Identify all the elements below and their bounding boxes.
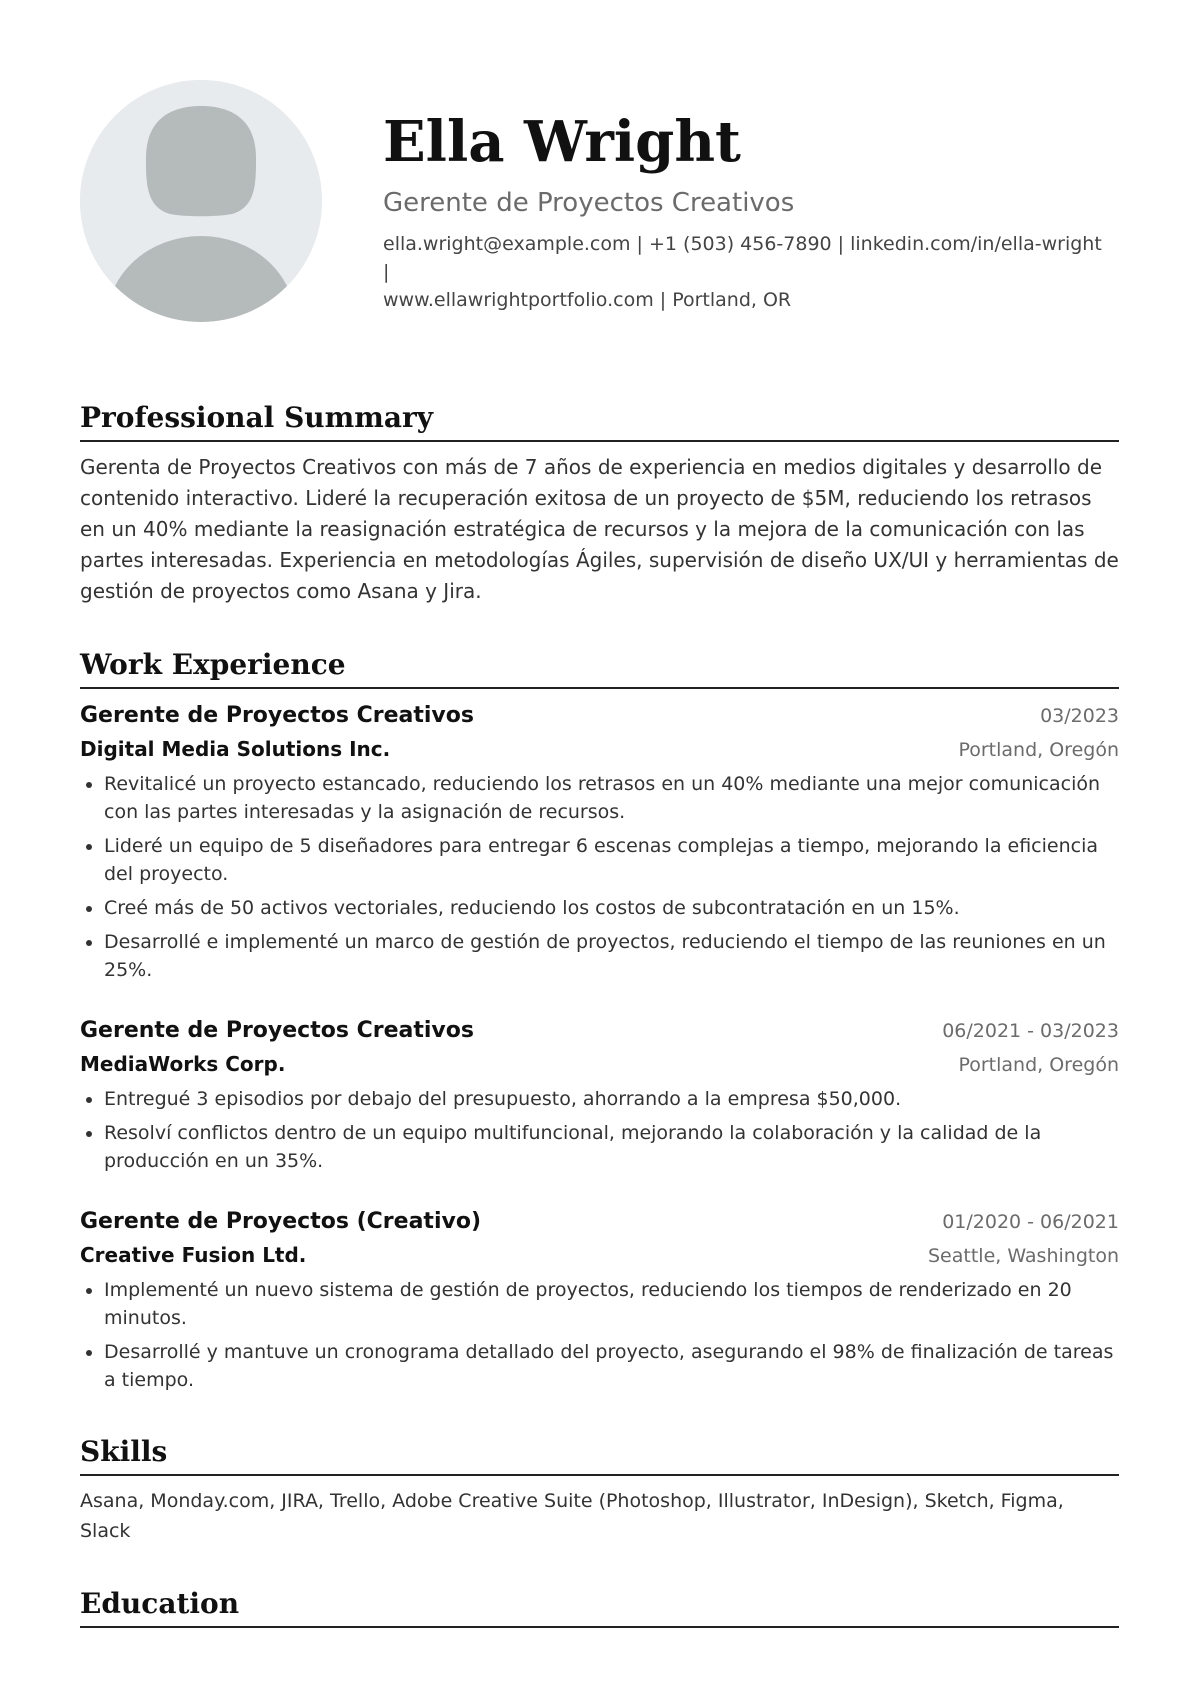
bullet-icon [86,906,92,912]
job-entry [80,1014,1119,1175]
bullet-text: Revitalicé un proyecto estancado, reduciendo los retrasos en un 40% mediante una mejor comunicación con las partes interesadas y la asignación de recursos. [104,773,1101,823]
job-company: Creative Fusion Ltd. [80,1243,307,1267]
bullet-icon [86,1288,92,1294]
section-heading-education: Education [80,1584,1119,1628]
bullet-item [80,1338,1119,1394]
bullet-item [80,770,1119,826]
job-bullets [80,1085,1119,1175]
bullet-icon [86,940,92,946]
bullet-text: Entregué 3 episodios por debajo del presupuesto, ahorrando a la empresa $50,000. [104,1088,902,1110]
bullet-item [80,1085,1119,1113]
contact-line-2: www.ellawrightportfolio.com | Portland, OR [383,289,792,311]
skills-section [80,1432,1119,1546]
bullet-text: Desarrollé y mantuve un cronograma detallado del proyecto, asegurando el 98% de finalización de tareas a tiempo. [104,1341,1114,1391]
resume-body [80,398,1119,1666]
bullet-icon [86,1350,92,1356]
bullet-item [80,1276,1119,1332]
bullet-text: Lideré un equipo de 5 diseñadores para entregar 6 escenas complejas a tiempo, mejorando la eficiencia del proyecto. [104,835,1098,885]
summary-section [80,398,1119,607]
bullet-text: Implementé un nuevo sistema de gestión de proyectos, reduciendo los tiempos de renderizado en 20 minutos. [104,1279,1072,1329]
resume-header [383,108,1113,314]
job-date: 03/2023 [1040,705,1119,727]
job-date: 01/2020 - 06/2021 [942,1211,1119,1233]
bullet-item [80,832,1119,888]
job-title: Gerente de Proyectos (Creativo) [80,1209,481,1234]
section-heading-skills: Skills [80,1432,1119,1476]
job-location: Seattle, Washington [928,1245,1119,1267]
job-bullets [80,1276,1119,1394]
bullet-item [80,928,1119,984]
person-placeholder-icon [80,80,322,322]
experience-section [80,645,1119,1394]
contact-info [383,230,1113,314]
job-entry [80,699,1119,984]
summary-text: Gerenta de Proyectos Creativos con más de 7 años de experiencia en medios digitales y desarrollo de contenido interactivo. Lideré la recuperación exitosa de un proyecto de $5M, reduciendo los retrasos en un 40% mediante la reasignación estratégica de recursos y la mejora de la comunicación con las partes interesadas. Experiencia en metodologías Ágiles, supervisión de diseño UX/UI y herramientas de gestión de proyectos como Asana y Jira. [80,455,1119,603]
bullet-text: Creé más de 50 activos vectoriales, reduciendo los costos de subcontratación en un 15%. [104,897,960,919]
job-entry [80,1205,1119,1394]
candidate-name: Ella Wright [383,109,741,175]
job-date: 06/2021 - 03/2023 [942,1020,1119,1042]
job-company: MediaWorks Corp. [80,1052,286,1076]
candidate-title: Gerente de Proyectos Creativos [383,188,795,218]
section-heading-experience: Work Experience [80,645,1119,689]
job-title: Gerente de Proyectos Creativos [80,1018,474,1043]
job-location: Portland, Oregón [958,739,1119,761]
bullet-icon [86,1097,92,1103]
avatar-silhouette [80,80,322,322]
bullet-icon [86,782,92,788]
job-location: Portland, Oregón [958,1054,1119,1076]
education-section [80,1584,1119,1628]
contact-line-1: ella.wright@example.com | +1 (503) 456-7890 | linkedin.com/in/ella-wright | [383,233,1102,283]
job-company: Digital Media Solutions Inc. [80,737,391,761]
bullet-icon [86,844,92,850]
bullet-icon [86,1131,92,1137]
job-bullets [80,770,1119,984]
skills-text: Asana, Monday.com, JIRA, Trello, Adobe Creative Suite (Photoshop, Illustrator, InDesign), Sketch, Figma, Slack [80,1490,1064,1542]
bullet-item [80,894,1119,922]
job-title: Gerente de Proyectos Creativos [80,703,474,728]
bullet-text: Desarrollé e implementé un marco de gestión de proyectos, reduciendo el tiempo de las reuniones en un 25%. [104,931,1106,981]
bullet-item [80,1119,1119,1175]
section-heading-summary: Professional Summary [80,398,1119,442]
bullet-text: Resolví conflictos dentro de un equipo multifuncional, mejorando la colaboración y la calidad de la producción en un 35%. [104,1122,1042,1172]
